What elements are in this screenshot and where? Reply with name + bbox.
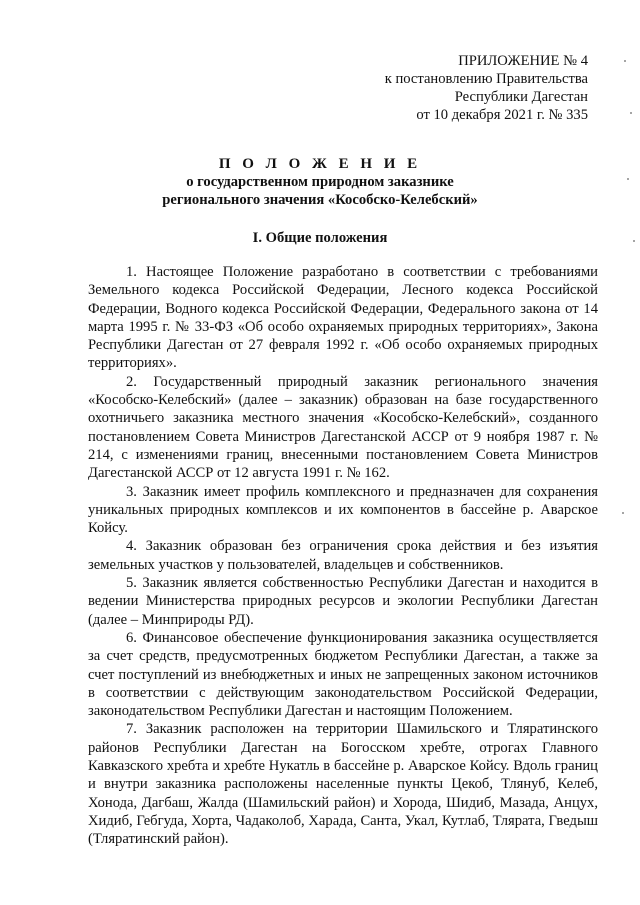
title-subtitle-line1: о государственном природном заказнике (186, 174, 454, 190)
scan-speck (627, 178, 629, 180)
title-word: П О Л О Ж Е Н И Е (218, 156, 422, 172)
scan-speck (622, 512, 624, 514)
scan-speck (633, 240, 635, 242)
annex-reference: к постановлению Правительства (384, 71, 588, 87)
title-subtitle-line2: регионального значения «Кособско-Келебский» (162, 192, 478, 208)
paragraph-5: 5. Заказник является собственностью Республики Дагестан и находится в ведении Министерства природных ресурсов и экологии Республики Дагестан (далее – Минприроды РД). (88, 575, 598, 628)
document-body (88, 263, 598, 849)
section-heading: I. Общие положения (252, 230, 388, 246)
paragraph-3: 3. Заказник имеет профиль комплексного и предназначен для сохранения уникальных природных комплексов и их компонентов в бассейне р. Аварское Койсу. (88, 483, 598, 537)
annex-authority: Республики Дагестан (454, 89, 588, 105)
annex-header (328, 52, 588, 124)
document-title (0, 155, 640, 209)
paragraph-2: 2. Государственный природный заказник регионального значения «Кособско-Келебский» (далее – заказник) образован на базе государственного охотничьего заказника местного значения «Кособско-Келебский», созданного постановлением Совета Министров Дагестанской АССР от 9 ноября 1987 г. № 214, с изменениями границ, внесенными постановлением Совета Министров Дагестанской АССР от 12 августа 1991 г. № 162. (88, 373, 598, 482)
paragraph-7: 7. Заказник расположен на территории Шамильского и Тляратинского районов Республики Дагестан на Богосском хребте, отрогах Главного Кавказского хребта и хребте Нукатль в бассейне р. Аварское Койсу. Вдоль границ и внутри заказника расположены населенные пункты Цекоб, Тлянуб, Келеб, Хонода, Дагбаш, Жалда (Шамильский район) и Хорода, Шидиб, Мазада, Анцух, Хидиб, Гебгуда, Хорта, Чадаколоб, Харада, Санта, Укал, Кутлаб, Тлярата, Гведыш (Тляратинский район). (88, 721, 598, 848)
paragraph-6: 6. Финансовое обеспечение функционирования заказника осуществляется за счет средств, предусмотренных бюджетом Республики Дагестан, а также за счет поступлений из внебюджетных и иных не запрещенных законом источников в соответствии с действующим законодательством Российской Федерации, законодательством Республики Дагестан и настоящим Положением. (88, 629, 598, 720)
annex-date: от 10 декабря 2021 г. № 335 (416, 107, 588, 123)
paragraph-1: 1. Настоящее Положение разработано в соответствии с требованиями Земельного кодекса Российской Федерации, Лесного кодекса Российской Федерации, Водного кодекса Российской Федерации, Федерального закона от 14 марта 1995 г. № 33-ФЗ «Об особо охраняемых природных территориях», Закона Республики Дагестан от 27 февраля 1992 г. «Об особо охраняемых природных территориях». (88, 264, 598, 372)
paragraph-4: 4. Заказник образован без ограничения срока действия и без изъятия земельных участков у пользователей, владельцев и собственников. (88, 538, 598, 573)
annex-number: ПРИЛОЖЕНИЕ № 4 (458, 53, 588, 69)
scan-speck (630, 112, 632, 114)
scan-speck (624, 60, 626, 62)
